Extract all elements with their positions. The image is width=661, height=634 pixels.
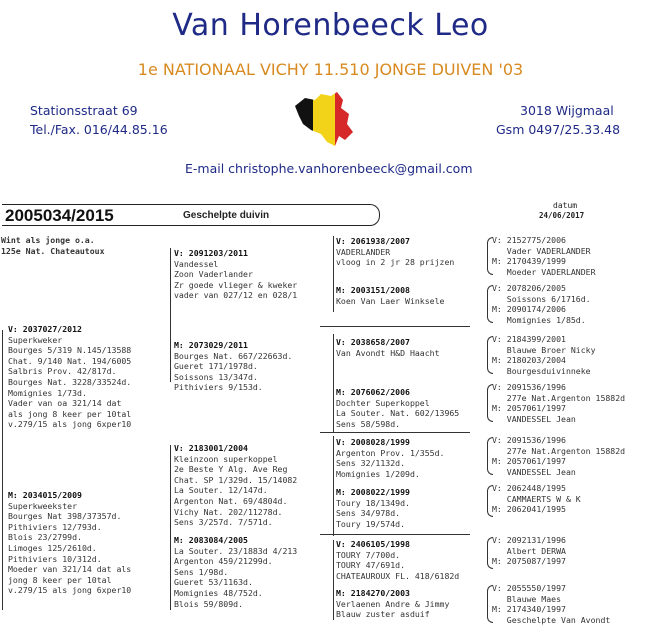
- gen4-entry-6: V: 2062448/1995 CAMMAERTS W & K M: 2062041/1995: [492, 483, 581, 515]
- gen2-ring-4: M: 2083084/2005: [174, 535, 248, 545]
- gen4-entry-1: V: 2152775/2006 Vader VADERLANDER M: 2170439/1999 Moeder VADERLANDER: [492, 235, 596, 277]
- subject-connector-line: [2, 330, 3, 610]
- dam-ring: M: 2034015/2009: [8, 490, 82, 500]
- belgium-flag-map-logo: [291, 90, 357, 148]
- phone-fax: Tel./Fax. 016/44.85.16: [30, 122, 168, 137]
- divider-2: [320, 432, 470, 433]
- gen3-details-6: Toury 18/1349d. Sens 34/978d. Toury 19/574d.: [336, 497, 410, 529]
- gen3-bracket-3: [333, 436, 334, 536]
- gen4-entry-8: V: 2055550/1997 Blauwe Maes M: 2174340/1997 Geschelpte Van Avondt: [492, 583, 611, 625]
- gen4-entry-4: V: 2091536/1996 277e Nat.Argenton 15882d M: 2057061/1997 VANDESSEL Jean: [492, 382, 626, 424]
- sire-bracket-line: [170, 248, 171, 382]
- gen3-entry-3: [336, 337, 440, 358]
- gen3-ring-8: M: 2184270/2003: [336, 588, 410, 598]
- gen2-details-1: Vandessel Zoon Vaderlander Zr goede vlieger & kweker vader van 027/12 en 028/1: [174, 258, 298, 301]
- divider-1: [320, 326, 470, 327]
- gen2-details-2: Bourges Nat. 667/22663d. Gueret 171/1978d. Soissons 13/347d. Pithiviers 9/153d.: [174, 350, 293, 393]
- gen3-details-3: Van Avondt H&D Haacht: [336, 347, 440, 358]
- sire-details: Superkweker Bourges 5/319 N.145/13588 Chat. 9/140 Nat. 194/6005 Salbris Prov. 42/817d. Bourges Nat. 3228/33524d. Momignies 1/73d. Vader van oa 321/14 dat als jong 8 keer per 10tal v.279/15 als jong 6xper10: [8, 334, 132, 430]
- gen3-ring-1: V: 2061938/2007: [336, 236, 410, 246]
- gen3-details-5: Argenton Prov. 1/355d. Sens 32/1132d. Momignies 1/209d.: [336, 447, 445, 479]
- mobile-phone: Gsm 0497/25.33.48: [496, 122, 621, 137]
- subject-name: Geschelpte duivin: [183, 210, 270, 221]
- gen3-ring-6: M: 2008022/1999: [336, 487, 410, 497]
- gen3-details-7: TOURY 7/700d. TOURY 47/691d. CHATEAUROUX FL. 418/6182d: [336, 549, 460, 581]
- gen3-entry-7: [336, 539, 459, 581]
- gen2-ring-1: V: 2091203/2011: [174, 248, 248, 258]
- gen3-entry-8: [336, 588, 449, 620]
- address-city: 3018 Wijgmaal: [520, 103, 614, 118]
- gen3-bracket-1: [333, 236, 334, 312]
- achievement-subtitle: 1e NATIONAAL VICHY 11.510 JONGE DUIVEN '03: [137, 60, 524, 79]
- sire-block: [8, 324, 131, 430]
- gen3-ring-4: M: 2076062/2006: [336, 387, 410, 397]
- gen3-details-1: VADERLANDER vloog in 2 jr 28 prijzen: [336, 246, 455, 268]
- breeder-name-title: Van Horenbeeck Leo: [172, 8, 489, 43]
- granddam-paternal: [174, 340, 292, 393]
- dam-bracket-line: [170, 445, 171, 610]
- gen3-entry-6: [336, 487, 410, 529]
- gen3-ring-7: V: 2406105/1998: [336, 539, 410, 549]
- gen3-ring-3: V: 2038658/2007: [336, 337, 410, 347]
- gen2-details-3: Kleinzoon superkoppel 2e Beste Y Alg. Ave Reg Chat. SP 1/329d. 15/14082 La Souter. 12/147d. Argenton Nat. 69/4804d. Vichy Nat. 202/11278d. Sens 3/257d. 7/571d.: [174, 453, 298, 528]
- address-street: Stationsstraat 69: [30, 103, 138, 118]
- subject-performance: Wint als jonge o.a. 125e Nat. Chateautoux: [1, 235, 105, 256]
- gen3-entry-2: [336, 285, 444, 306]
- gen3-ring-5: V: 2008028/1999: [336, 437, 410, 447]
- gen3-details-8: Verlaenen Andre & Jimmy Blauw zuster asduif: [336, 598, 450, 620]
- gen4-entry-3: V: 2184399/2001 Blauwe Broer Nicky M: 2180203/2004 Bourgesduivinneke: [492, 334, 596, 376]
- gen3-details-2: Koen Van Laer Winksele: [336, 295, 445, 306]
- date-label: datum: [553, 201, 578, 210]
- gen2-details-4: La Souter. 23/1883d 4/213 Argenton 459/21299d. Sens 1/98d. Gueret 53/1163d. Momignies 48/752d. Blois 59/809d.: [174, 545, 298, 609]
- grandsire-maternal: [174, 443, 297, 528]
- divider-3: [320, 534, 470, 535]
- gen3-ring-2: M: 2003151/2008: [336, 285, 410, 295]
- email-address[interactable]: E-mail christophe.vanhorenbeeck@gmail.com: [185, 161, 473, 176]
- grandsire-paternal: [174, 248, 297, 301]
- gen4-entry-2: V: 2078206/2005 Soissons 6/1716d. M: 2090174/2006 Momignies 1/85d.: [492, 283, 591, 325]
- gen3-entry-1: [336, 236, 454, 268]
- dam-details: Superkweekster Bourges Nat 398/37357d. Pithiviers 12/793d. Blois 23/2799d. Limoges 125/2610d. Pithiviers 10/312d. Moeder van 321/14 dat als jong 8 keer per 10tal v.279/15 als jong 6xper10: [8, 500, 132, 596]
- dam-block: [8, 490, 131, 596]
- gen3-entry-5: [336, 437, 444, 479]
- gen4-entry-5: V: 2091536/1996 277e Nat.Argenton 15882d M: 2057061/1997 VANDESSEL Jean: [492, 435, 626, 477]
- gen3-details-4: Dochter Superkoppel La Souter. Nat. 602/13965 Sens 58/598d.: [336, 397, 460, 429]
- granddam-maternal: [174, 535, 297, 609]
- gen3-bracket-2: [333, 334, 334, 432]
- subject-ring-number: 2005034/2015: [5, 206, 114, 225]
- gen3-bracket-4: [333, 540, 334, 620]
- date-value: 24/06/2017: [539, 211, 585, 220]
- gen2-ring-3: V: 2183001/2004: [174, 443, 248, 453]
- gen2-ring-2: M: 2073029/2011: [174, 340, 248, 350]
- sire-ring: V: 2037027/2012: [8, 324, 82, 334]
- gen3-entry-4: [336, 387, 459, 429]
- gen4-entry-7: V: 2092131/1996 Albert DERWA M: 2075087/1997: [492, 535, 566, 567]
